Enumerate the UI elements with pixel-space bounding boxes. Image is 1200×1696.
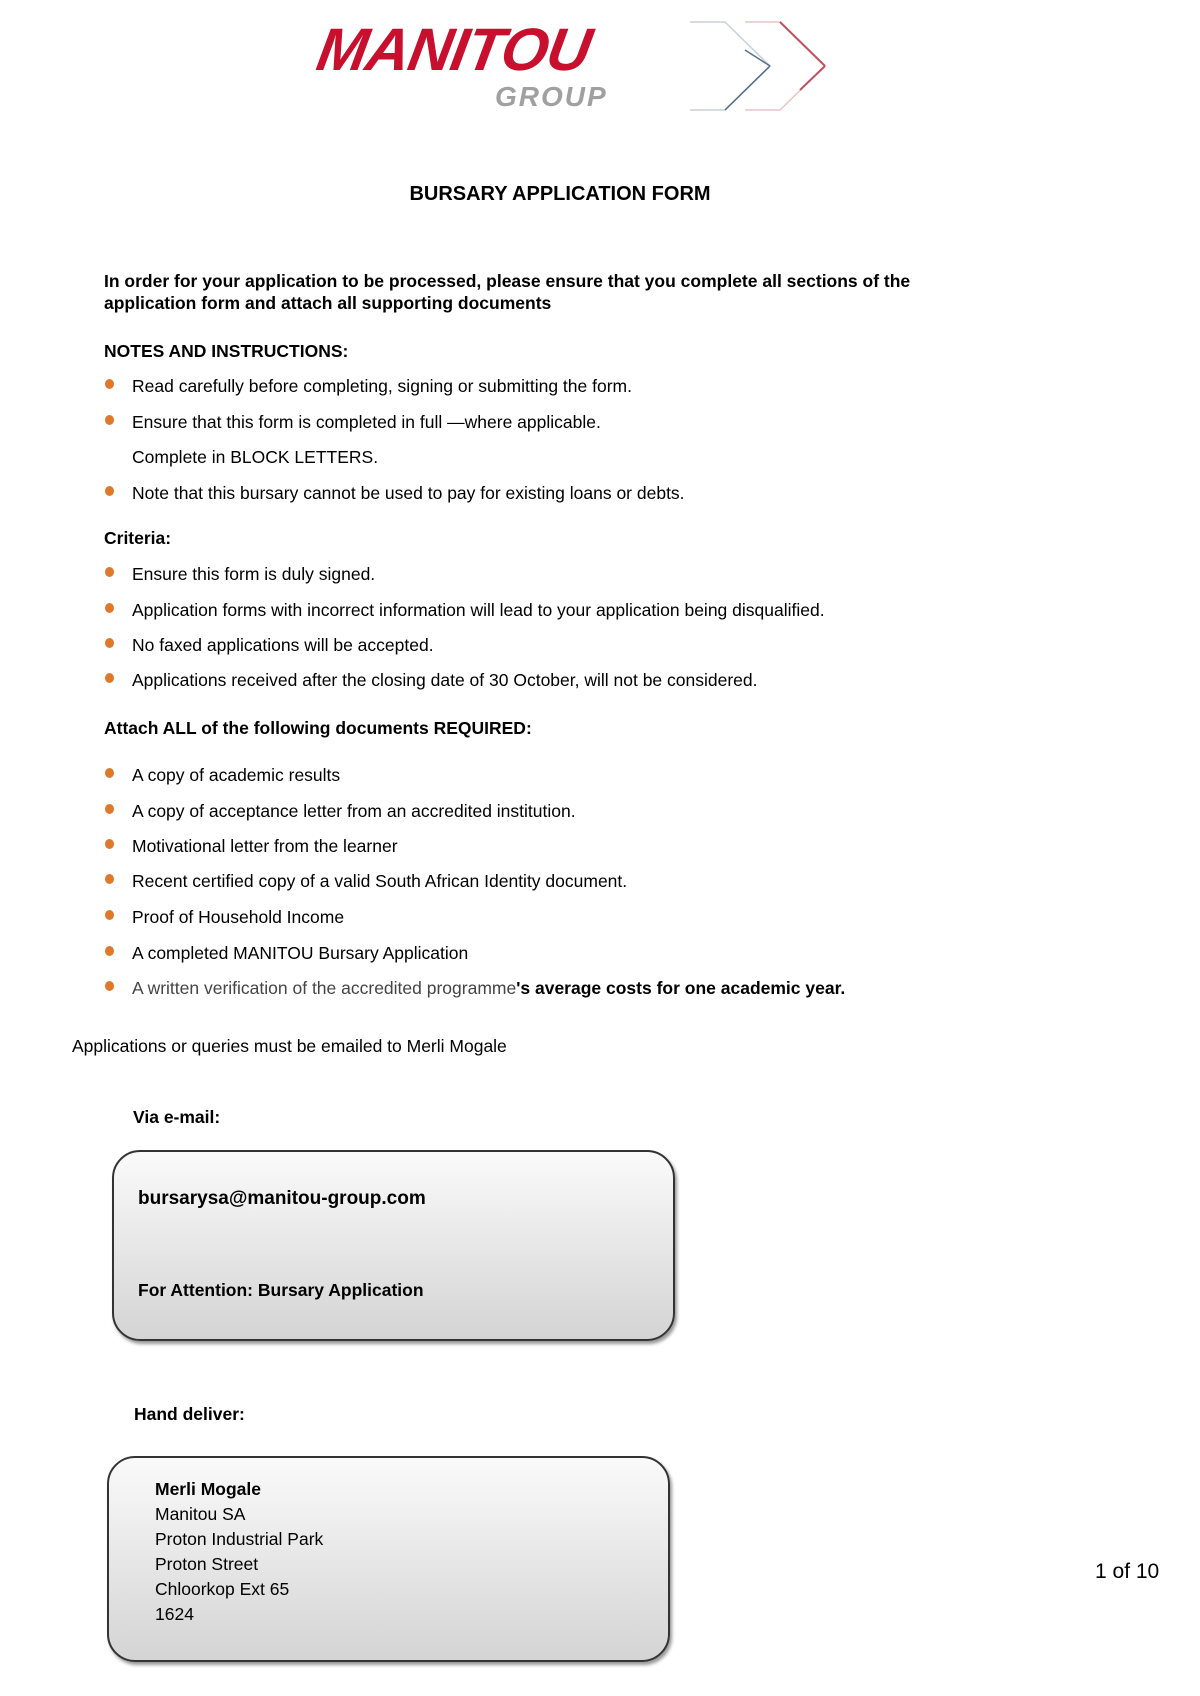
- bullet-icon: [105, 638, 114, 648]
- address-box: [107, 1456, 670, 1662]
- attach-item-last: [132, 978, 845, 998]
- bullet-icon: [105, 486, 114, 496]
- attach-item: Recent certified copy of a valid South African Identity document.: [132, 871, 628, 891]
- address-line: Chloorkop Ext 65: [155, 1579, 290, 1599]
- hand-deliver-label: Hand deliver:: [134, 1404, 245, 1424]
- attach-item-light: A written verification of the accredited programme: [132, 978, 517, 998]
- attention-line: For Attention: Bursary Application: [138, 1280, 424, 1300]
- bullet-icon: [105, 768, 114, 778]
- address-line: Proton Industrial Park: [155, 1529, 324, 1549]
- bullet-icon: [105, 910, 114, 920]
- notes-heading: NOTES AND INSTRUCTIONS:: [104, 341, 349, 361]
- logo-brand: MANITOU: [312, 16, 596, 83]
- email-address[interactable]: bursarysa@manitou-group.com: [138, 1188, 426, 1209]
- address-line: Proton Street: [155, 1554, 259, 1574]
- intro-line-2: application form and attach all supporting documents: [104, 293, 552, 313]
- note-item: Ensure that this form is completed in full —where applicable.: [132, 412, 601, 432]
- note-sub-line: Complete in BLOCK LETTERS.: [132, 447, 379, 467]
- criteria-item: Application forms with incorrect information will lead to your application being disqualified.: [132, 600, 825, 620]
- form-title: BURSARY APPLICATION FORM: [409, 183, 711, 205]
- attach-item: A copy of acceptance letter from an accredited institution.: [132, 801, 576, 821]
- attach-item: A copy of academic results: [132, 765, 341, 785]
- note-item: Read carefully before completing, signing or submitting the form.: [132, 376, 632, 396]
- bullet-icon: [105, 874, 114, 884]
- criteria-item: Applications received after the closing date of 30 October, will not be considered.: [132, 670, 758, 690]
- criteria-heading: Criteria:: [104, 528, 172, 548]
- note-item: Note that this bursary cannot be used to pay for existing loans or debts.: [132, 483, 685, 503]
- bullet-icon: [105, 804, 114, 814]
- bullet-icon: [105, 946, 114, 956]
- attach-heading: Attach ALL of the following documents REQUIRED:: [104, 718, 532, 738]
- attach-item: Motivational letter from the learner: [132, 836, 398, 856]
- page-number: 1 of 10: [1095, 1560, 1160, 1583]
- contact-line: Applications or queries must be emailed to Merli Mogale: [72, 1036, 507, 1056]
- attach-item-bold: 's average costs for one academic year.: [516, 978, 846, 998]
- address-line: Manitou SA: [155, 1504, 246, 1524]
- criteria-item: Ensure this form is duly signed.: [132, 564, 376, 584]
- intro-line-1: In order for your application to be processed, please ensure that you complete all sections of the: [104, 271, 911, 291]
- bullet-icon: [105, 981, 114, 991]
- email-label: Via e-mail:: [133, 1107, 221, 1127]
- chevrons-logo-icon: [685, 20, 830, 112]
- criteria-item: No faxed applications will be accepted.: [132, 635, 434, 655]
- bullet-icon: [105, 379, 114, 389]
- logo-sub: GROUP: [495, 81, 608, 112]
- address-line: Merli Mogale: [155, 1479, 261, 1499]
- bullet-icon: [105, 567, 114, 577]
- address-line: 1624: [155, 1604, 194, 1624]
- bullet-icon: [105, 603, 114, 613]
- attach-item: A completed MANITOU Bursary Application: [132, 943, 469, 963]
- bullet-icon: [105, 415, 114, 425]
- email-box: [112, 1150, 675, 1341]
- attach-item: Proof of Household Income: [132, 907, 345, 927]
- bullet-icon: [105, 839, 114, 849]
- bullet-icon: [105, 673, 114, 683]
